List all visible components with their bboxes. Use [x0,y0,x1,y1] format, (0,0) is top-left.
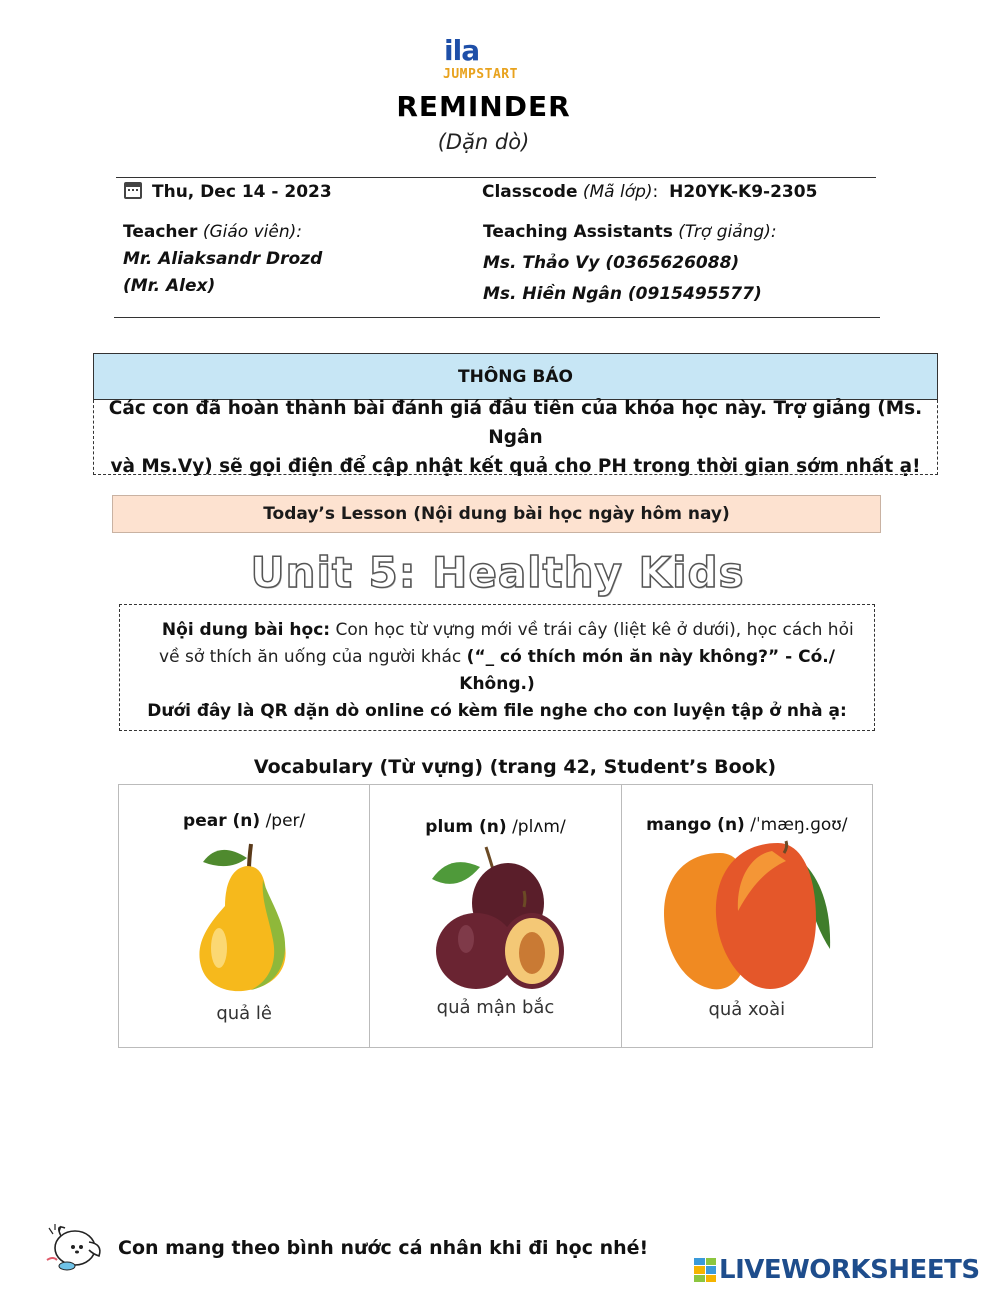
vocab-word: mango (n) /ˈmæŋ.ɡoʊ/ [646,815,848,835]
notice-line-1: Các con đã hoàn thành bài đánh giá đầu tiên của khóa học này. Trợ giảng (Ms. Ngân [108,397,923,448]
qr-note: Dưới đây là QR dặn dò online có kèm file nghe cho con luyện tập ở nhà ạ: [147,701,847,721]
vocab-meaning: quả xoài [708,999,786,1020]
classcode: Classcode (Mã lớp): H20YK-K9-2305 [482,182,818,202]
teacher-label: Teacher (Giáo viên): [123,222,302,242]
unit-title: Unit 5: Healthy Kids [250,548,745,597]
vocab-cell-mango [622,785,872,1047]
vocab-word: plum (n) /plʌm/ [425,817,566,837]
class-date: Thu, Dec 14 - 2023 [124,182,332,202]
liveworksheets-text: LIVEWORKSHEETS [719,1255,980,1285]
liveworksheets-icon [694,1258,716,1282]
notice-body [93,397,938,477]
vocab-meaning: quả lê [216,1003,272,1024]
ta-2: Ms. Hiền Ngân (0915495577) [483,284,762,304]
ta-label: Teaching Assistants (Trợ giảng): [483,222,777,242]
vocab-cell-plum [370,785,621,1047]
teacher-alias: (Mr. Alex) [123,276,216,296]
page-subtitle: (Dặn dò) [437,130,530,154]
ta-1: Ms. Thảo Vy (0365626088) [483,253,740,273]
ila-logo: ila [444,34,480,67]
teacher-name: Mr. Aliaksandr Drozd [123,249,323,269]
content-quote: (“_ có thích món ăn này không?” - Có./ Không.) [459,647,835,694]
vocab-word: pear (n) /per/ [183,811,306,831]
calendar-icon [124,182,142,199]
liveworksheets-logo [694,1253,980,1287]
vocab-meaning: quả mận bắc [436,997,555,1018]
footer-note: Con mang theo bình nước cá nhân khi đi học nhé! [118,1237,649,1259]
mango-image [660,839,836,995]
content-label: Nội dung bài học: [161,620,331,640]
notice-line-2: và Ms.Vy) sẽ gọi điện để cập nhật kết quả cho PH trong thời gian sớm nhất ạ! [110,455,921,477]
lesson-bar: Today’s Lesson (Nội dung bài học ngày hôm nay) [112,495,881,533]
vocab-cell-pear [119,785,370,1047]
vocab-table [118,784,873,1048]
mascot-dog-image [45,1220,107,1276]
pear-image [189,840,299,995]
jumpstart-logo: JUMPSTART [443,67,518,82]
plum-image [428,843,568,993]
content-text-2: về sở thích ăn uống của người khác [159,647,462,667]
notice-heading: THÔNG BÁO [93,353,938,400]
vocab-title: Vocabulary (Từ vựng) (trang 42, Student’s Book) [253,756,777,778]
content-text-1: Con học từ vựng mới về trái cây (liệt kê ở dưới), học cách hỏi [335,620,854,640]
divider-bottom [114,317,880,318]
lesson-content [119,604,875,731]
page-title: REMINDER [396,90,571,123]
divider-top [116,177,876,178]
